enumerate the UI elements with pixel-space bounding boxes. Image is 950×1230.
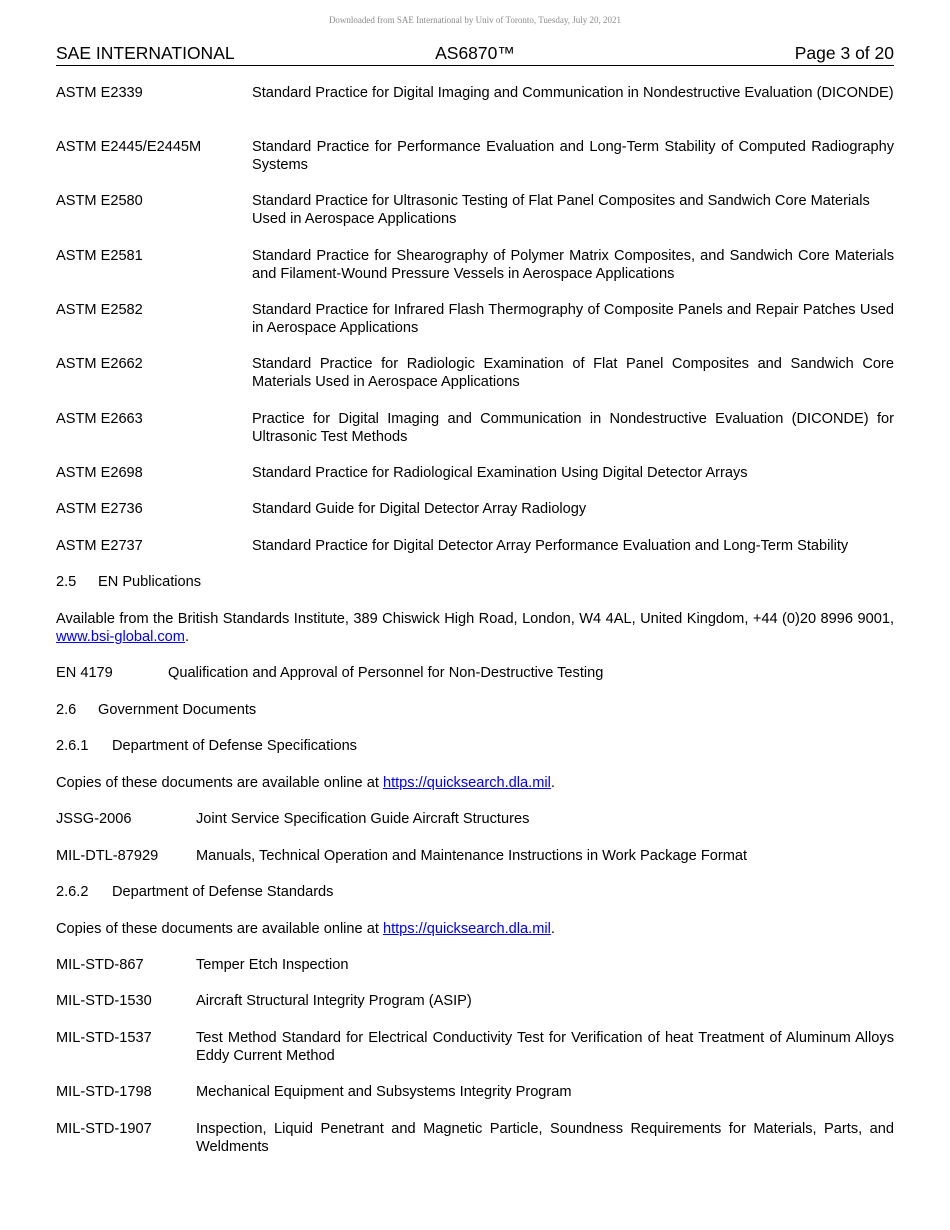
reference-code: MIL-STD-1530 xyxy=(56,993,152,1009)
reference-code: ASTM E2663 xyxy=(56,411,143,427)
reference-description: Standard Practice for Infrared Flash Thermography of Composite Panels and Repair Patches Used in Aerospace Applications xyxy=(252,302,894,336)
reference-description: Standard Practice for Digital Imaging and Communication in Nondestructive Evaluation (DICONDE) xyxy=(252,85,894,101)
reference-code: ASTM E2582 xyxy=(56,302,143,318)
section-heading-2-6 xyxy=(56,701,894,719)
availability-text: Copies of these documents are available online at xyxy=(56,921,383,937)
en-availability-paragraph xyxy=(56,610,894,646)
reference-description: Standard Guide for Digital Detector Array Radiology xyxy=(252,501,587,517)
section-heading-2-6-1 xyxy=(56,737,894,755)
reference-code: ASTM E2445/E2445M xyxy=(56,139,202,155)
quicksearch-link[interactable]: https://quicksearch.dla.mil xyxy=(382,775,551,791)
reference-code: MIL-STD-1798 xyxy=(56,1084,152,1100)
reference-code: EN 4179 xyxy=(56,665,113,681)
section-number: 2.6 xyxy=(56,702,77,718)
reference-item xyxy=(56,847,894,865)
reference-code: MIL-STD-867 xyxy=(56,957,144,973)
reference-item xyxy=(56,1029,894,1065)
reference-code: MIL-DTL-87929 xyxy=(56,848,159,864)
reference-item xyxy=(56,355,894,391)
reference-code: ASTM E2698 xyxy=(56,465,143,481)
section-number: 2.6.2 xyxy=(56,884,89,900)
section-number: 2.6.1 xyxy=(56,738,89,754)
reference-code: ASTM E2580 xyxy=(56,193,143,209)
section-number: 2.5 xyxy=(56,574,77,590)
reference-item xyxy=(56,1120,894,1156)
reference-code: MIL-STD-1537 xyxy=(56,1030,152,1046)
section-title: Department of Defense Standards xyxy=(112,884,334,900)
reference-description: Standard Practice for Ultrasonic Testing of Flat Panel Composites and Sandwich Core Materials Used in Aerospace Applications xyxy=(252,193,870,227)
reference-item xyxy=(56,410,894,446)
header-doc-number: AS6870™ xyxy=(435,43,515,63)
reference-description: Mechanical Equipment and Subsystems Integrity Program xyxy=(196,1084,572,1100)
reference-code: MIL-STD-1907 xyxy=(56,1121,152,1137)
reference-code: ASTM E2737 xyxy=(56,538,143,554)
page-header xyxy=(56,43,894,66)
header-page-number: Page 3 of 20 xyxy=(794,43,894,63)
sentence-end: . xyxy=(184,629,190,645)
reference-description: Temper Etch Inspection xyxy=(196,957,349,973)
reference-item xyxy=(56,500,894,518)
reference-code: ASTM E2339 xyxy=(56,85,143,101)
reference-item xyxy=(56,664,894,682)
en-availability-text: Available from the British Standards Institute, 389 Chiswick High Road, London, W4 4AL, United Kingdom, +44 (0)20 8996 9001, xyxy=(56,611,894,627)
reference-item xyxy=(56,84,894,102)
availability-text: Copies of these documents are available online at xyxy=(56,775,383,791)
reference-item xyxy=(56,992,894,1010)
dod-std-availability xyxy=(56,920,894,938)
section-heading-2-6-2 xyxy=(56,883,894,901)
reference-item xyxy=(56,301,894,337)
reference-code: ASTM E2662 xyxy=(56,356,143,372)
section-title: Government Documents xyxy=(98,702,257,718)
header-organization: SAE INTERNATIONAL xyxy=(56,43,235,63)
reference-item xyxy=(56,956,894,974)
reference-description: Qualification and Approval of Personnel for Non-Destructive Testing xyxy=(168,665,604,681)
reference-description: Inspection, Liquid Penetrant and Magnetic Particle, Soundness Requirements for Materials, Parts, and Weldments xyxy=(196,1121,894,1155)
reference-description: Manuals, Technical Operation and Maintenance Instructions in Work Package Format xyxy=(196,848,748,864)
reference-description: Standard Practice for Performance Evaluation and Long-Term Stability of Computed Radiography Systems xyxy=(252,139,894,173)
sentence-end: . xyxy=(550,921,555,937)
reference-code: JSSG-2006 xyxy=(56,811,132,827)
reference-description: Aircraft Structural Integrity Program (ASIP) xyxy=(196,993,472,1009)
reference-item xyxy=(56,247,894,283)
sentence-end: . xyxy=(550,775,555,791)
section-title: Department of Defense Specifications xyxy=(112,738,357,754)
reference-description: Standard Practice for Radiological Examination Using Digital Detector Arrays xyxy=(252,465,748,481)
reference-description: Joint Service Specification Guide Aircraft Structures xyxy=(196,811,530,827)
dod-spec-availability xyxy=(56,774,894,792)
reference-item xyxy=(56,464,894,482)
reference-item xyxy=(56,192,894,228)
reference-item xyxy=(56,1083,894,1101)
quicksearch-link[interactable]: https://quicksearch.dla.mil xyxy=(382,921,551,937)
reference-item xyxy=(56,138,894,174)
reference-description: Standard Practice for Digital Detector Array Performance Evaluation and Long-Term Stability xyxy=(252,538,849,554)
section-heading-2-5 xyxy=(56,573,894,591)
bsi-link[interactable]: www.bsi-global.com xyxy=(56,629,185,645)
download-watermark: Downloaded from SAE International by Univ of Toronto, Tuesday, July 20, 2021 xyxy=(328,15,622,25)
reference-item xyxy=(56,537,894,555)
reference-code: ASTM E2736 xyxy=(56,501,143,517)
reference-description: Standard Practice for Radiologic Examination of Flat Panel Composites and Sandwich Core Materials Used in Aerospace Applications xyxy=(252,356,894,390)
reference-description: Practice for Digital Imaging and Communication in Nondestructive Evaluation (DICONDE) for Ultrasonic Test Methods xyxy=(252,411,894,445)
section-title: EN Publications xyxy=(98,574,202,590)
reference-code: ASTM E2581 xyxy=(56,248,143,264)
reference-description: Standard Practice for Shearography of Polymer Matrix Composites, and Sandwich Core Materials and Filament-Wound Pressure Vessels in Aerospace Applications xyxy=(252,248,894,282)
reference-description: Test Method Standard for Electrical Conductivity Test for Verification of heat Treatment of Aluminum Alloys Eddy Current Method xyxy=(196,1030,894,1064)
reference-item xyxy=(56,810,894,828)
